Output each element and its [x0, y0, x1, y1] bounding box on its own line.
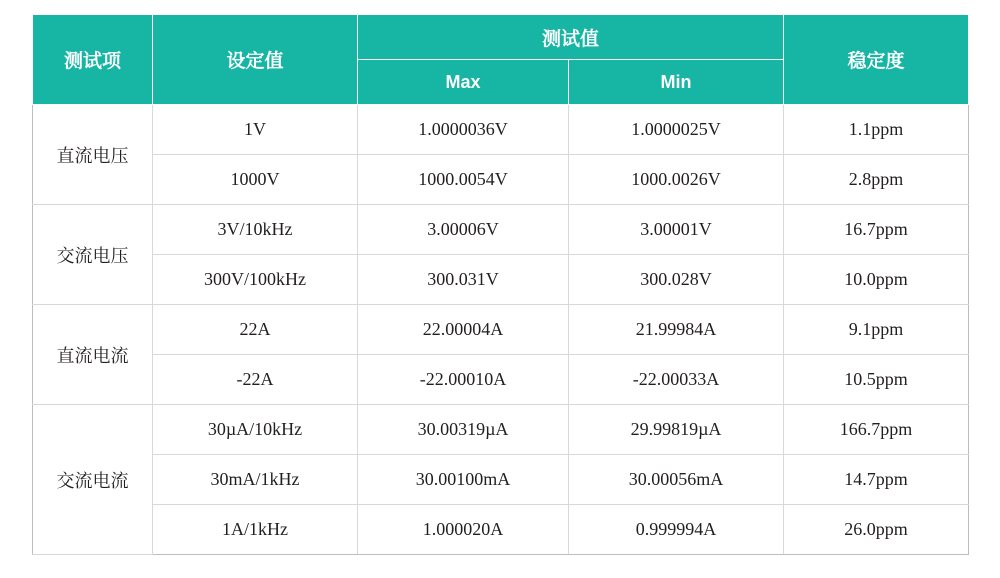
table-row: [33, 105, 969, 155]
max-value-cell: 30.00319µA: [358, 405, 569, 455]
table-row: [33, 505, 969, 555]
table-header: [33, 15, 969, 105]
table-body: [33, 105, 969, 555]
stability-test-table: [32, 14, 969, 555]
table-row: [33, 255, 969, 305]
max-value-cell: 30.00100mA: [358, 455, 569, 505]
max-value-cell: 1.0000036V: [358, 105, 569, 155]
table-row: [33, 155, 969, 205]
header-set-value: 设定值: [153, 15, 358, 105]
min-value-cell: -22.00033A: [569, 355, 784, 405]
stability-cell: 26.0ppm: [784, 505, 969, 555]
header-stability: 稳定度: [784, 15, 969, 105]
max-value-cell: 300.031V: [358, 255, 569, 305]
header-min: Min: [569, 60, 784, 105]
set-value-cell: 30µA/10kHz: [153, 405, 358, 455]
max-value-cell: 1.000020A: [358, 505, 569, 555]
set-value-cell: 3V/10kHz: [153, 205, 358, 255]
min-value-cell: 30.00056mA: [569, 455, 784, 505]
stability-cell: 16.7ppm: [784, 205, 969, 255]
stability-cell: 1.1ppm: [784, 105, 969, 155]
min-value-cell: 1.0000025V: [569, 105, 784, 155]
category-cell: 交流电流: [33, 405, 153, 555]
max-value-cell: 22.00004A: [358, 305, 569, 355]
min-value-cell: 0.999994A: [569, 505, 784, 555]
category-cell: 直流电压: [33, 105, 153, 205]
max-value-cell: -22.00010A: [358, 355, 569, 405]
stability-cell: 10.5ppm: [784, 355, 969, 405]
header-row-top: [33, 15, 969, 60]
stability-cell: 14.7ppm: [784, 455, 969, 505]
stability-cell: 2.8ppm: [784, 155, 969, 205]
min-value-cell: 300.028V: [569, 255, 784, 305]
table-row: [33, 205, 969, 255]
category-cell: 直流电流: [33, 305, 153, 405]
set-value-cell: 1V: [153, 105, 358, 155]
stability-cell: 166.7ppm: [784, 405, 969, 455]
header-max: Max: [358, 60, 569, 105]
set-value-cell: 1A/1kHz: [153, 505, 358, 555]
stability-cell: 10.0ppm: [784, 255, 969, 305]
set-value-cell: 300V/100kHz: [153, 255, 358, 305]
table-row: [33, 405, 969, 455]
min-value-cell: 21.99984A: [569, 305, 784, 355]
set-value-cell: 30mA/1kHz: [153, 455, 358, 505]
min-value-cell: 1000.0026V: [569, 155, 784, 205]
set-value-cell: 1000V: [153, 155, 358, 205]
table-row: [33, 455, 969, 505]
table-row: [33, 355, 969, 405]
category-cell: 交流电压: [33, 205, 153, 305]
max-value-cell: 3.00006V: [358, 205, 569, 255]
set-value-cell: -22A: [153, 355, 358, 405]
max-value-cell: 1000.0054V: [358, 155, 569, 205]
table-row: [33, 305, 969, 355]
header-test-item: 测试项: [33, 15, 153, 105]
min-value-cell: 3.00001V: [569, 205, 784, 255]
min-value-cell: 29.99819µA: [569, 405, 784, 455]
stability-cell: 9.1ppm: [784, 305, 969, 355]
header-measured-value: 测试值: [358, 15, 784, 60]
set-value-cell: 22A: [153, 305, 358, 355]
